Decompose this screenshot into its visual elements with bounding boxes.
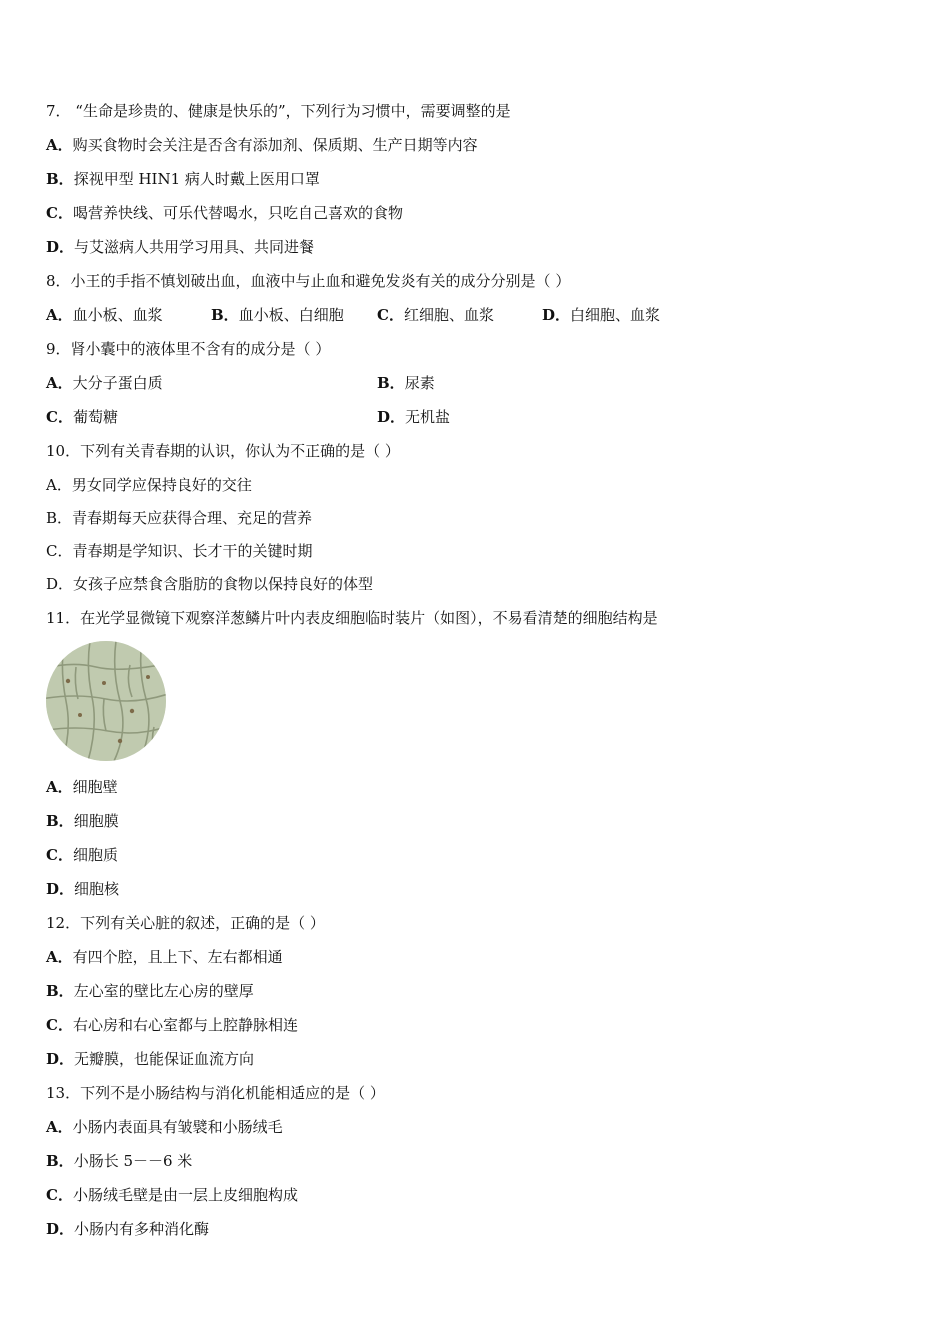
q9-stem: 9．肾小囊中的液体里不含有的成分是（ ）: [46, 340, 331, 358]
option-text: 细胞壁: [72, 778, 118, 796]
q13-option-b: [46, 1151, 192, 1171]
option-label: D．: [46, 575, 74, 593]
q11-option-c: [46, 845, 118, 865]
q12-option-c: [46, 1015, 298, 1035]
q12-option-b: [46, 981, 254, 1001]
q9-option-c: [46, 407, 118, 427]
option-label: C．: [46, 846, 73, 864]
q9-option-d: [377, 407, 450, 427]
option-label: D．: [46, 238, 75, 256]
q8-option-b: [211, 305, 344, 325]
option-label: B．: [211, 306, 239, 324]
option-text: 细胞核: [74, 880, 120, 898]
option-label: C．: [377, 306, 404, 324]
q10-option-d: [46, 574, 373, 594]
q12-option-a: [46, 947, 283, 967]
option-text: 无瓣膜，也能保证血流方向: [74, 1050, 255, 1068]
q8-option-d: [542, 305, 660, 325]
option-text: 购买食物时会关注是否含有添加剂、保质期、生产日期等内容: [72, 136, 478, 154]
option-text: 无机盐: [405, 408, 451, 426]
option-text: 小肠内有多种消化酶: [74, 1220, 210, 1238]
option-label: C．: [46, 1186, 73, 1204]
q13-option-c: [46, 1185, 298, 1205]
q8-option-a: [46, 305, 163, 325]
option-label: A．: [46, 476, 72, 494]
q11-option-d: [46, 879, 119, 899]
option-text: 大分子蛋白质: [72, 374, 163, 392]
q11-option-b: [46, 811, 119, 831]
option-text: 葡萄糖: [72, 408, 118, 426]
option-label: A．: [46, 374, 73, 392]
option-label: A．: [46, 306, 73, 324]
option-text: 男女同学应保持良好的交往: [71, 476, 252, 494]
option-label: A．: [46, 136, 73, 154]
q11-option-a: [46, 777, 118, 797]
option-text: 小肠绒毛壁是由一层上皮细胞构成: [72, 1186, 298, 1204]
q13-stem: 13．下列不是小肠结构与消化机能相适应的是（ ）: [46, 1084, 385, 1102]
option-label: B．: [46, 1152, 74, 1170]
q8-option-c: [377, 305, 494, 325]
option-label: D．: [542, 306, 571, 324]
option-text: 与艾滋病人共用学习用具、共同进餐: [74, 238, 315, 256]
option-text: 女孩子应禁食含脂肪的食物以保持良好的体型: [73, 575, 374, 593]
q7-option-b: [46, 169, 320, 189]
option-text: 细胞质: [72, 846, 118, 864]
option-label: B．: [46, 812, 74, 830]
onion-cell-micrograph: [46, 641, 166, 761]
option-text: 右心房和右心室都与上腔静脉相连: [72, 1016, 298, 1034]
option-text: 小肠内表面具有皱襞和小肠绒毛: [72, 1118, 283, 1136]
option-label: B．: [46, 982, 74, 1000]
option-label: C．: [46, 204, 73, 222]
option-label: A．: [46, 778, 73, 796]
option-text: 左心室的壁比左心房的壁厚: [73, 982, 254, 1000]
q9-option-a: [46, 373, 163, 393]
option-text: 小肠长 5－－6 米: [73, 1152, 193, 1170]
q10-option-c: [46, 541, 313, 561]
option-label: D．: [46, 1050, 75, 1068]
q10-option-b: [46, 508, 312, 528]
q11-stem: 11．在光学显微镜下观察洋葱鳞片叶内表皮细胞临时装片（如图），不易看清楚的细胞结构是: [46, 609, 658, 627]
q9-option-b: [377, 373, 435, 393]
q10-stem: 10．下列有关青春期的认识，你认为不正确的是（ ）: [46, 442, 400, 460]
option-label: B．: [377, 374, 405, 392]
q7-option-d: [46, 237, 314, 257]
option-label: B．: [46, 170, 74, 188]
option-text: 青春期每天应获得合理、充足的营养: [72, 509, 313, 527]
q13-option-d: [46, 1219, 209, 1239]
q12-stem: 12．下列有关心脏的叙述，正确的是（ ）: [46, 914, 325, 932]
q8-stem: 8．小王的手指不慎划破出血，血液中与止血和避免发炎有关的成分分别是（ ）: [46, 272, 571, 290]
option-label: D．: [46, 1220, 75, 1238]
q7-option-c: [46, 203, 403, 223]
q13-option-a: [46, 1117, 283, 1137]
option-text: 尿素: [404, 374, 435, 392]
q10-option-a: [46, 475, 252, 495]
option-text: 青春期是学知识、长才干的关键时期: [72, 542, 313, 560]
option-label: A．: [46, 948, 73, 966]
q7-stem: 7． “生命是珍贵的、健康是快乐的”，下列行为习惯中，需要调整的是: [46, 102, 511, 120]
micrograph-drawing: [46, 641, 166, 761]
option-text: 血小板、血浆: [72, 306, 163, 324]
option-text: 喝营养快线、可乐代替喝水，只吃自己喜欢的食物: [72, 204, 403, 222]
option-text: 白细胞、血浆: [570, 306, 661, 324]
option-label: A．: [46, 1118, 73, 1136]
option-text: 红细胞、血浆: [403, 306, 494, 324]
option-label: C．: [46, 408, 73, 426]
option-label: B．: [46, 509, 73, 527]
option-label: D．: [377, 408, 406, 426]
option-label: C．: [46, 542, 73, 560]
option-label: C．: [46, 1016, 73, 1034]
option-text: 有四个腔，且上下、左右都相通: [72, 948, 283, 966]
q7-option-a: [46, 135, 478, 155]
q12-option-d: [46, 1049, 254, 1069]
option-text: 探视甲型 HIN1 病人时戴上医用口罩: [73, 170, 320, 188]
option-label: D．: [46, 880, 75, 898]
option-text: 细胞膜: [73, 812, 119, 830]
option-text: 血小板、白细胞: [238, 306, 344, 324]
